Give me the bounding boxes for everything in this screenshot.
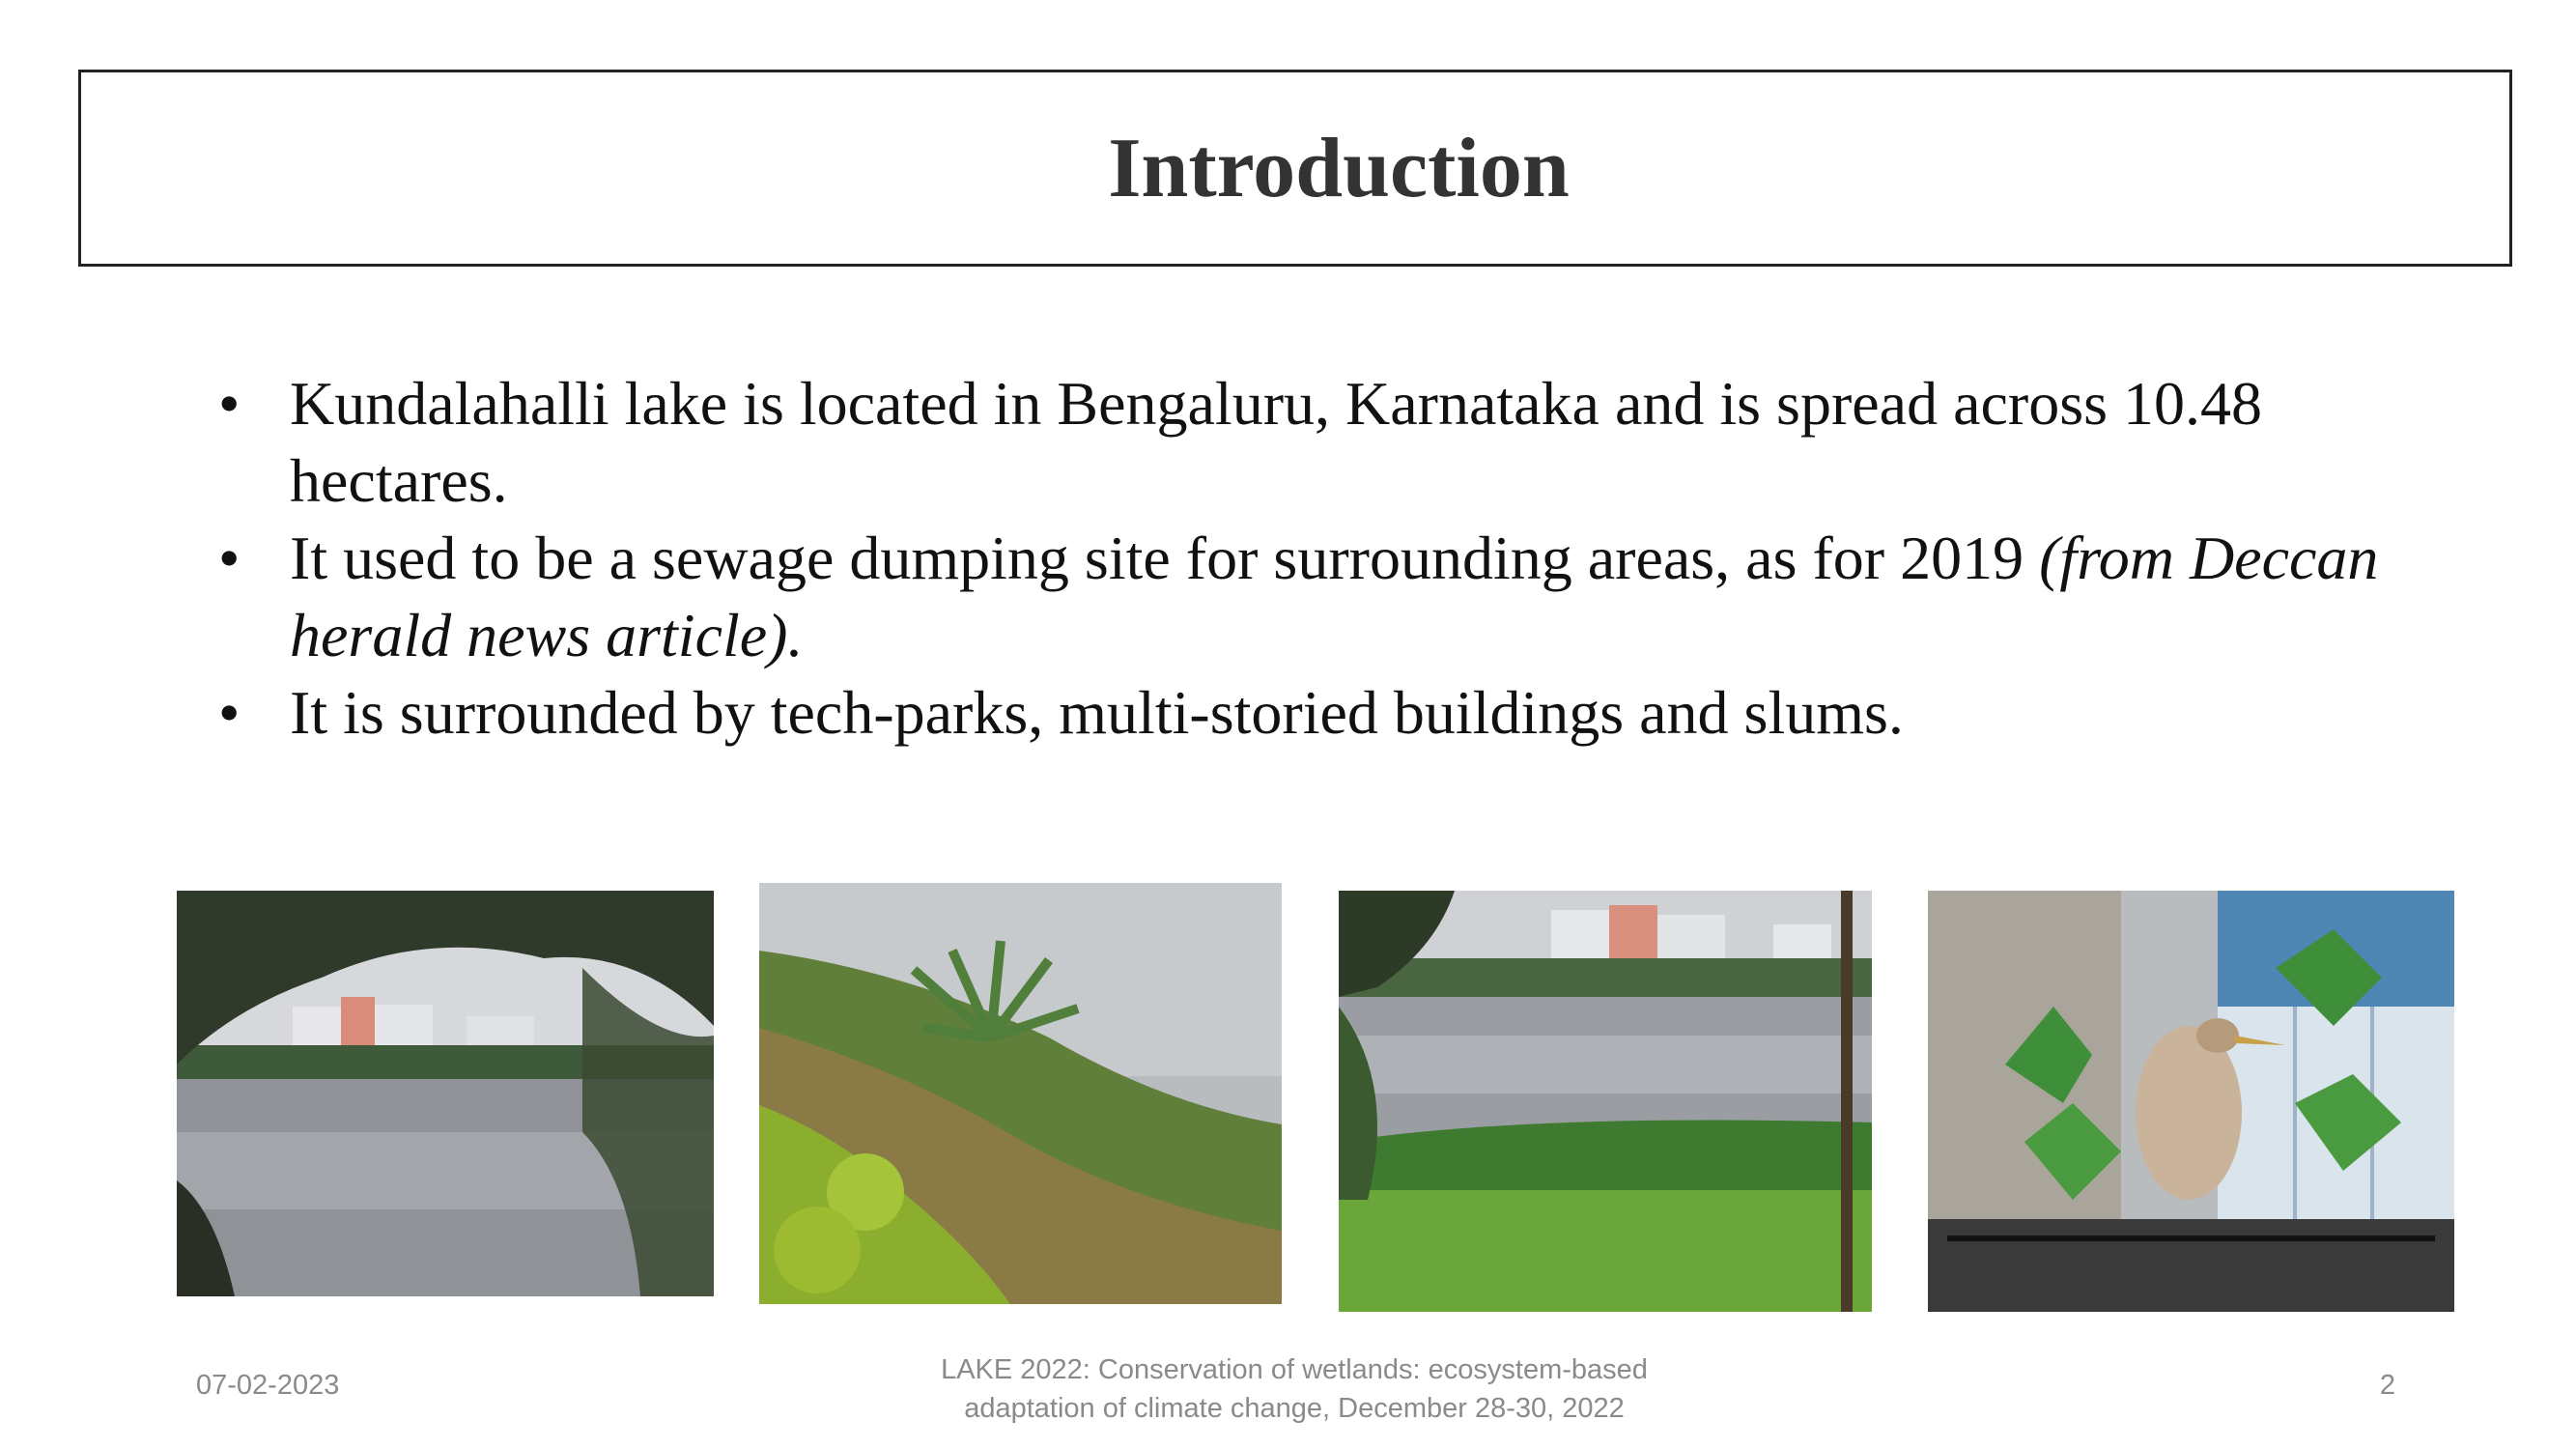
footer-conference-line2: adaptation of climate change, December 28-30, 2022 bbox=[964, 1393, 1625, 1424]
bullet-marker: • bbox=[218, 369, 241, 438]
footer-conference bbox=[850, 1350, 1739, 1428]
lake-photo-1 bbox=[177, 891, 714, 1296]
bullet-citation: (from Deccan herald news article). bbox=[290, 524, 2379, 669]
footer-date: 07-02-2023 bbox=[196, 1370, 340, 1401]
bird-photo bbox=[1928, 891, 2454, 1312]
page-number: 2 bbox=[2379, 1370, 2395, 1401]
bullet-item bbox=[212, 674, 2386, 752]
footer-conference-line1: LAKE 2022: Conservation of wetlands: ecosystem-based bbox=[941, 1354, 1648, 1385]
bullet-item bbox=[212, 520, 2386, 674]
bullet-marker: • bbox=[218, 524, 241, 592]
lake-photo-3 bbox=[1339, 891, 1872, 1312]
bullet-text: It used to be a sewage dumping site for surrounding areas, as for 2019 bbox=[290, 524, 2040, 592]
slide-title: Introduction bbox=[1108, 121, 1570, 215]
bullet-text: Kundalahalli lake is located in Bengaluru, Karnataka and is spread across 10.48 hectares. bbox=[290, 369, 2262, 515]
title-box bbox=[78, 70, 2512, 267]
bullet-text: It is surrounded by tech-parks, multi-storied buildings and slums. bbox=[290, 678, 1904, 747]
lake-photo-2 bbox=[759, 883, 1282, 1304]
bullet-item bbox=[212, 365, 2386, 520]
bullet-marker: • bbox=[218, 678, 241, 747]
bullet-list bbox=[212, 365, 2386, 752]
